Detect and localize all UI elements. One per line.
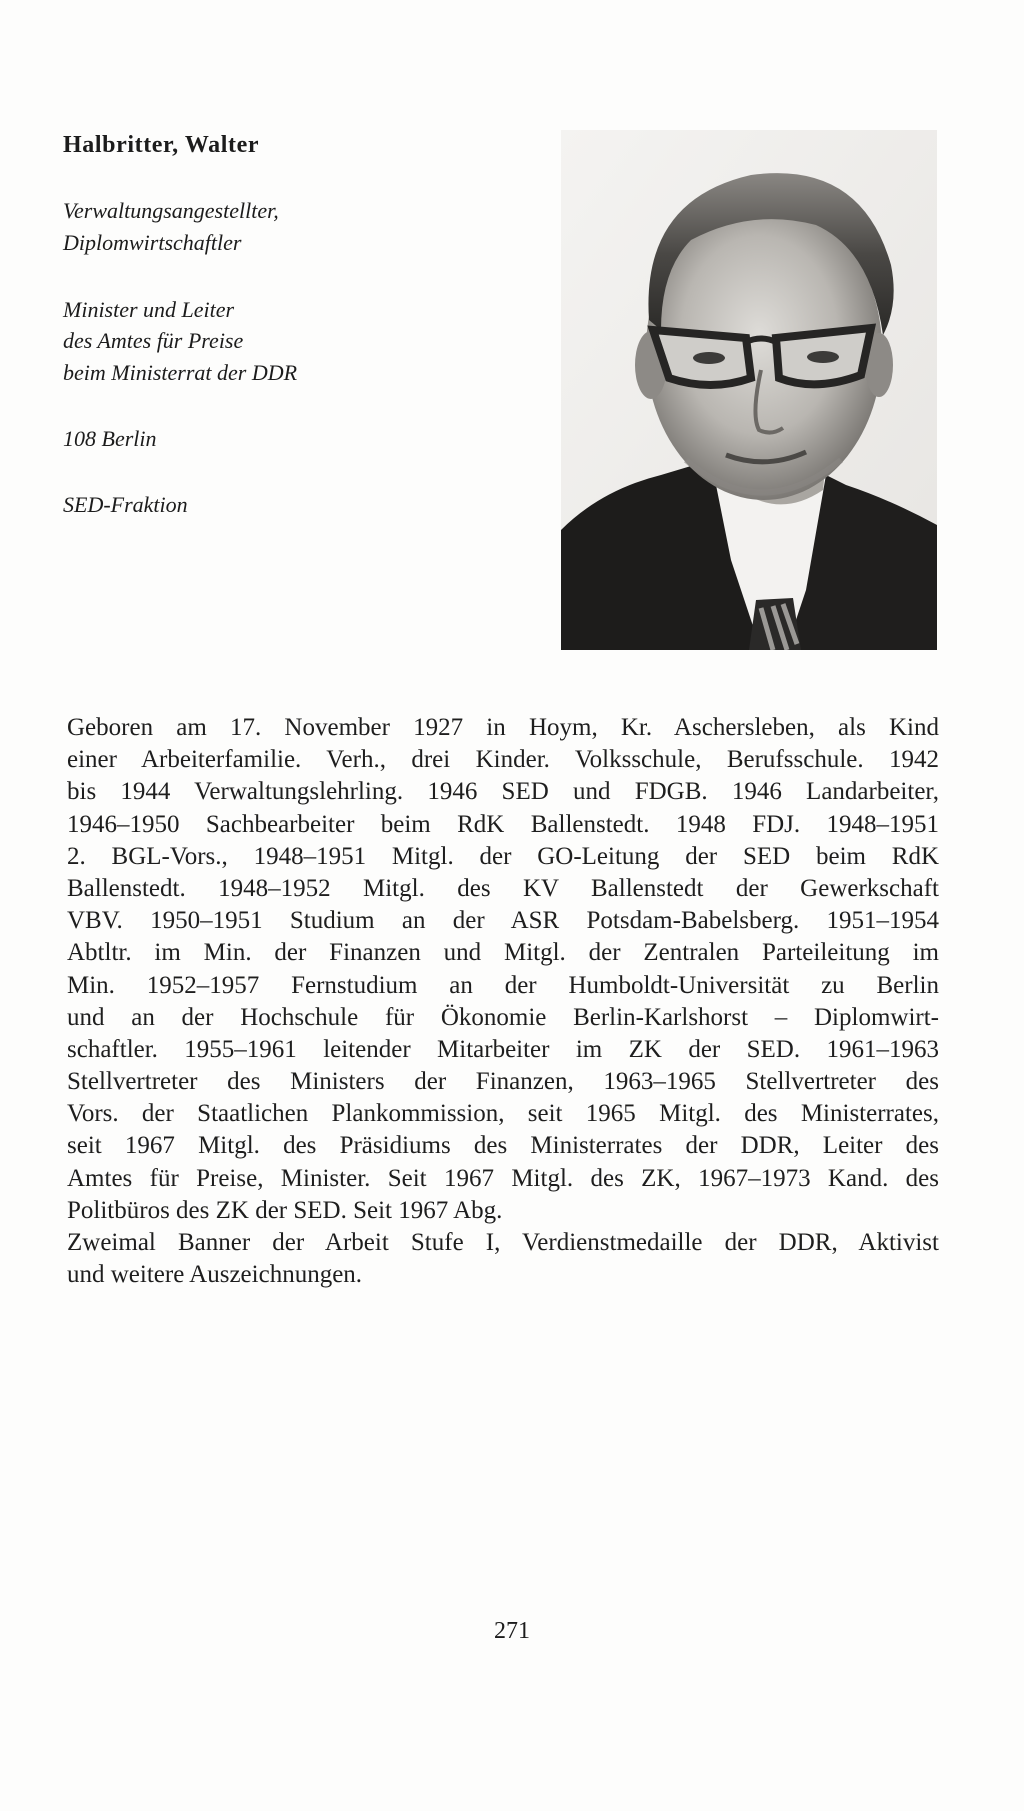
awards-line: Zweimal Banner der Arbeit Stufe I, Verdienstmedaille der DDR, Aktivist [67,1229,939,1256]
page-number: 271 [494,1618,530,1644]
biography-line: Vors. der Staatlichen Plankommission, seit 1965 Mitgl. des Ministerrates, [67,1100,939,1128]
person-name: Halbritter, Walter [63,132,260,158]
biography-line: Politbüros des ZK der SED. Seit 1967 Abg. [67,1196,503,1224]
biography-line: und an der Hochschule für Ökonomie Berlin-Karlshorst – Diplomwirt- [67,1003,939,1031]
position-line-1: Minister und Leiter [63,297,235,322]
position-line-2: des Amtes für Preise [63,328,244,353]
portrait-photo [561,130,937,650]
biography-text [67,712,939,1291]
position-line-3: beim Ministerrat der DDR [63,360,298,385]
biography-line: schaftler. 1955–1961 leitender Mitarbeiter im ZK der SED. 1961–1963 [67,1035,939,1063]
profession-line-2: Diplomwirtschaftler [63,230,242,255]
biography-line: 2. BGL-Vors., 1948–1951 Mitgl. der GO-Leitung der SED beim RdK [67,842,939,870]
biography-line: Stellvertreter des Ministers der Finanzen, 1963–1965 Stellvertreter des [67,1068,939,1096]
biography-line: Abtltr. im Min. der Finanzen und Mitgl. der Zentralen Parteileitung im [67,939,939,967]
biography-line: VBV. 1950–1951 Studium an der ASR Potsdam-Babelsberg. 1951–1954 [67,907,939,935]
biography-line: Ballenstedt. 1948–1952 Mitgl. des KV Ballenstedt der Gewerkschaft [67,874,939,902]
biography-line: Min. 1952–1957 Fernstudium an der Humboldt-Universität zu Berlin [67,971,939,999]
awards-line: und weitere Auszeichnungen. [67,1261,363,1289]
faction: SED-Fraktion [63,492,188,517]
biography-line: 1946–1950 Sachbearbeiter beim RdK Ballenstedt. 1948 FDJ. 1948–1951 [67,810,939,838]
profession-line-1: Verwaltungsangestellter, [63,198,279,223]
location: 108 Berlin [63,426,157,451]
biography-line: Amtes für Preise, Minister. Seit 1967 Mitgl. des ZK, 1967–1973 Kand. des [67,1164,939,1192]
biography-line: Geboren am 17. November 1927 in Hoym, Kr. Aschersleben, als Kind [67,714,939,741]
biography-line: einer Arbeiterfamilie. Verh., drei Kinder. Volksschule, Berufsschule. 1942 [67,746,939,774]
biography-line: bis 1944 Verwaltungslehrling. 1946 SED und FDGB. 1946 Landarbeiter, [67,778,939,806]
biography-line: seit 1967 Mitgl. des Präsidiums des Ministerrates der DDR, Leiter des [67,1132,939,1160]
